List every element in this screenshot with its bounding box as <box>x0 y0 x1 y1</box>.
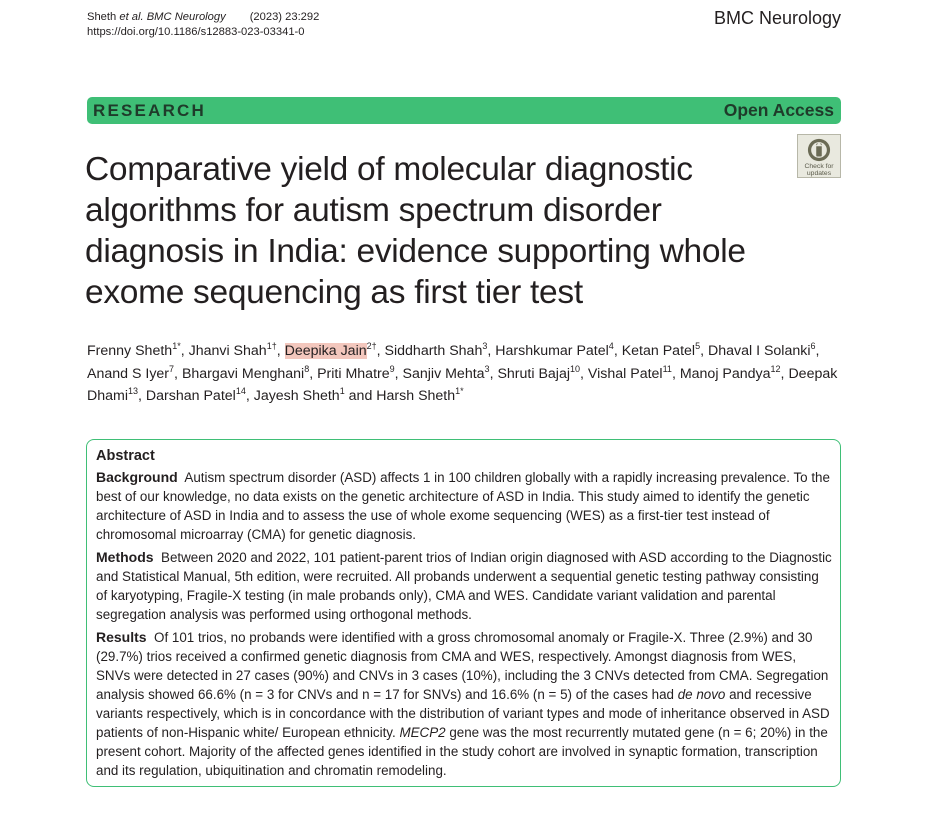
abstract-methods <box>96 548 832 624</box>
author-name: Manoj Pandya <box>679 365 771 382</box>
author[interactable] <box>402 363 490 382</box>
author-name: Bhargavi Menghani <box>181 365 305 382</box>
author[interactable] <box>87 363 175 382</box>
author[interactable] <box>385 343 488 359</box>
results-italic-1: de novo <box>677 687 726 702</box>
author-name: Jayesh Sheth <box>253 388 340 404</box>
author-affiliation-sup: 1 <box>339 386 345 396</box>
article-type-label: RESEARCH <box>93 100 207 120</box>
abstract-heading: Abstract <box>96 448 155 464</box>
author-name: Priti Mhatre <box>317 365 390 382</box>
check-for-updates-button[interactable] <box>797 134 841 178</box>
check-for-updates-label: Check for updates <box>804 163 834 177</box>
author[interactable] <box>376 388 463 404</box>
author-name: Harsh Sheth <box>376 388 456 404</box>
author-name: Harshkumar Patel <box>495 343 609 359</box>
author-affiliation-sup: 14 <box>235 386 246 396</box>
author[interactable] <box>285 343 377 359</box>
author-name: Sanjiv Mehta <box>402 365 485 382</box>
author[interactable] <box>679 363 781 382</box>
citation-header <box>87 10 319 40</box>
check-for-updates-icon <box>806 138 832 162</box>
author-list: Frenny Sheth$^{1*}$, Jhanvi Shah$^{1\dagger}$, Deepika Jain$^{2\dagger}$, Siddharth Shah$^3$, Harshkumar Patel$^4$, Ketan Patel$^5$, Dhaval I Solanki$^6$, Anand S Iyer$^7$, Bhargavi Menghani$^8$, Priti Mhatre$^9$, Sanjiv Mehta$^3$, Shruti Bajaj$^{10}$, Vishal Patel$^{11}$, Manoj Pandya$^{12}$, Deepak Dhami$^{13}$, Darshan Patel$^{14}$, Jayesh Sheth$^1$ and Harsh Sheth$^{1*}$ <box>87 341 838 404</box>
author[interactable] <box>317 363 395 382</box>
author-affiliation-sup: 5 <box>695 341 701 351</box>
author-name: Shruti Bajaj <box>497 365 571 382</box>
author[interactable] <box>254 388 345 404</box>
author-affiliation-sup: 8 <box>304 363 310 374</box>
methods-label: Methods <box>96 549 154 565</box>
abstract-results <box>96 628 832 780</box>
author-affiliation-sup: 6 <box>810 341 816 351</box>
article-type-banner <box>87 97 841 124</box>
journal-name: BMC Neurology <box>713 8 841 28</box>
author[interactable] <box>708 343 816 359</box>
author[interactable] <box>495 343 614 359</box>
abstract-background <box>96 468 832 544</box>
author-affiliation-sup: 12 <box>770 363 781 374</box>
author-affiliation-sup: 3 <box>482 341 488 351</box>
citation-year-volume: (2023) 23:292 <box>249 11 320 23</box>
author-affiliation-sup: 13 <box>128 386 139 396</box>
results-text-3: gene was the most recurrently mutated gene (n = 6; 20%) in the present cohort. Majority of the affected genes identified in the study cohort are involved in synaptic formation, transcription and its regulation, ubiquitination and chromatin remodeling. <box>96 725 828 778</box>
author-name: Jhanvi Shah <box>188 343 267 359</box>
author-name: Deepak Dhami <box>87 365 838 404</box>
author-affiliation-sup: 1* <box>172 341 181 351</box>
author-affiliation-sup: 2† <box>366 341 377 351</box>
author-affiliation-sup: 4 <box>608 341 614 351</box>
author-affiliation-sup: 7 <box>169 363 175 374</box>
results-text-2: and recessive variants respectively, which is in concordance with the distribution of variant types and mode of inheritance observed in ASD patients of non-Hispanic white/ European ethnicity. <box>96 687 830 740</box>
author-name: Siddharth Shah <box>384 343 483 359</box>
author-affiliation-sup: 1* <box>455 386 464 396</box>
author-name: Dhaval I Solanki <box>707 343 811 359</box>
author-name: Vishal Patel <box>587 365 663 382</box>
author[interactable] <box>497 363 581 382</box>
author-name: Anand S Iyer <box>87 365 170 382</box>
author-name: Ketan Patel <box>621 343 696 359</box>
author-affiliation-sup: 9 <box>389 363 395 374</box>
citation-line <box>87 10 319 25</box>
author-affiliation-sup: 1† <box>266 341 277 351</box>
author-affiliation-sup: 11 <box>662 363 672 374</box>
author[interactable] <box>587 363 672 382</box>
author[interactable] <box>181 363 310 382</box>
open-access-label: Open Access <box>723 100 834 120</box>
results-text-1: Of 101 trios, no probands were identified with a gross chromosomal anomaly or Fragile-X. Three (2.9%) and 30 (29.7%) trios received a confirmed genetic diagnosis from CMA and WES, respectively. Amongst diagnosis from WES, SNVs were detected in 27 cases (90%) and CNVs in 3 cases (10%), including the 3 CNVs detected from CMA. Segregation analysis showed 66.6% (n = 3 for CNVs and n = 17 for SNVs) and 16.6% (n = 5) of the cases had <box>96 630 829 702</box>
article-title: Comparative yield of molecular diagnostic algorithms for autism spectrum disorder diagnosis in India: evidence supporting whole exome sequencing as first tier test <box>85 151 746 311</box>
author-name: Frenny Sheth <box>87 343 173 359</box>
author-affiliation-sup: 10 <box>570 363 581 374</box>
author-affiliation-sup: 3 <box>484 363 490 374</box>
background-label: Background <box>96 469 178 485</box>
author-name: Deepika Jain <box>284 343 367 359</box>
author[interactable] <box>189 343 277 359</box>
author[interactable] <box>622 343 700 359</box>
citation-journal: et al. BMC Neurology <box>119 11 226 23</box>
abstract-box <box>86 439 841 787</box>
citation-author: Sheth <box>87 11 117 23</box>
methods-text: Between 2020 and 2022, 101 patient-parent trios of Indian origin diagnosed with ASD according to the Diagnostic and Statistical Manual, 5th edition, were recruited. All probands underwent a sequential genetic testing pathway consisting of karyotyping, Fragile-X testing (in male probands only), CMA and WES. Candidate variant validation and parental segregation analysis was performed using orthogonal methods. <box>96 550 832 622</box>
author[interactable] <box>87 343 181 359</box>
author-name: Darshan Patel <box>145 388 236 404</box>
results-italic-2: MECP2 <box>399 725 446 740</box>
doi-link[interactable]: https://doi.org/10.1186/s12883-023-03341-0 <box>87 26 305 38</box>
background-text: Autism spectrum disorder (ASD) affects 1 in 100 children globally with a rapidly increasing prevalence. To the best of our knowledge, no data exists on the genetic architecture of ASD in India. This study aimed to identify the genetic architecture of ASD in India and to assess the use of whole exome sequencing (WES) as a first-tier test instead of chromosomal microarray (CMA) for genetic diagnosis. <box>96 470 830 542</box>
results-label: Results <box>96 629 147 645</box>
author[interactable] <box>146 388 246 404</box>
